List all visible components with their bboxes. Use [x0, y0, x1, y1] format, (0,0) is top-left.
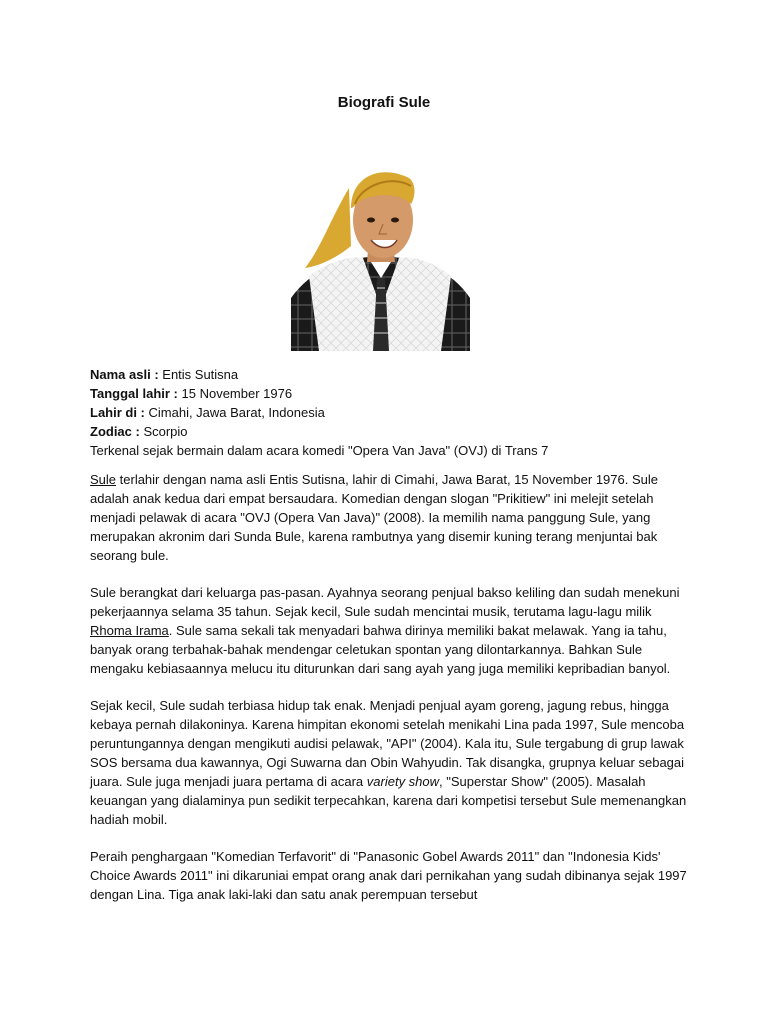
- info-label: Lahir di :: [90, 405, 145, 420]
- portrait-photo: [291, 158, 470, 351]
- paragraph-3-text-a: Sejak kecil, Sule sudah terbiasa hidup tak enak. Menjadi penjual ayam goreng, jagung rebus, hingga kebaya pernah dilakoninya. Karena himpitan ekonomi setelah menikahi Lina pada 1997, Sule mencoba peruntungannya dengan mengikuti audisi pelawak, "API" (2004). Kala itu, Sule tergabung di grup lawak SOS bersama dua kawannya, Ogi Suwarna dan Obin Wahyudin. Tak disangka, grupnya keluar sebagai juara. Sule juga menjadi juara pertama di acara: [90, 698, 685, 789]
- intro-text: Terkenal sejak bermain dalam acara komedi "Opera Van Java" (OVJ) di Trans 7: [90, 443, 549, 458]
- paragraph-1: [90, 470, 690, 565]
- paragraph-2: [90, 583, 690, 678]
- info-label: Tanggal lahir :: [90, 386, 178, 401]
- sule-link[interactable]: Sule: [90, 472, 117, 487]
- paragraph-3-text-b: , "Superstar Show" (2005). Masalah keuangan yang dialaminya pun sedikit terpecahkan, karena dari kompetisi tersebut Sule memenangkan hadiah mobil.: [90, 774, 687, 827]
- document-body: [90, 365, 690, 904]
- info-value: Entis Sutisna: [158, 367, 239, 382]
- paragraph-1-text: terlahir dengan nama asli Entis Sutisna, lahir di Cimahi, Jawa Barat, 15 November 1976. Sule adalah anak kedua dari empat bersaudara. Komedian dengan slogan "Prikitiew" ini melejit setelah menjadi pelawak di acara "OVJ (Opera Van Java)" (2008). Ia memilih nama panggung Sule, yang merupakan akronim dari Sunda Bule, karena rambutnya yang disemir kuning terang menjuntai bak seorang bule.: [90, 472, 658, 563]
- info-label: Zodiac :: [90, 424, 140, 439]
- variety-show-text: variety show: [366, 774, 440, 789]
- info-zodiac: [90, 422, 690, 441]
- paragraph-2-text-a: Sule berangkat dari keluarga pas-pasan. Ayahnya seorang penjual bakso keliling dan sudah menekuni pekerjaannya selama 35 tahun. Sejak kecil, Sule sudah mencintai musik, terutama lagu-lagu milik: [90, 585, 680, 619]
- info-birth-date: [90, 384, 690, 403]
- rhoma-irama-link[interactable]: Rhoma Irama: [90, 623, 169, 638]
- paragraph-3: [90, 696, 690, 829]
- document-title: Biografi Sule: [337, 94, 431, 111]
- info-real-name: [90, 365, 690, 384]
- info-value: Cimahi, Jawa Barat, Indonesia: [144, 405, 325, 420]
- info-value: 15 November 1976: [177, 386, 293, 401]
- paragraph-2-text-b: . Sule sama sekali tak menyadari bahwa dirinya memiliki bakat melawak. Yang ia tahu, banyak orang terbahak-bahak mendengar celetukan spontan yang dilontarkannya. Bahkan Sule mengaku kebiasaannya melucu itu diturunkan dari sang ayah yang juga memiliki kepribadian banyol.: [90, 623, 671, 676]
- paragraph-4: Peraih penghargaan "Komedian Terfavorit" di "Panasonic Gobel Awards 2011" dan "Indonesia Kids' Choice Awards 2011" ini dikaruniai empat orang anak dari pernikahan yang sudah dibinanya sejak 1997 dengan Lina. Tiga anak laki-laki dan satu anak perempuan tersebut: [90, 849, 687, 902]
- info-birth-place: [90, 403, 690, 422]
- info-label: Nama asli :: [90, 367, 159, 382]
- info-value: Scorpio: [139, 424, 188, 439]
